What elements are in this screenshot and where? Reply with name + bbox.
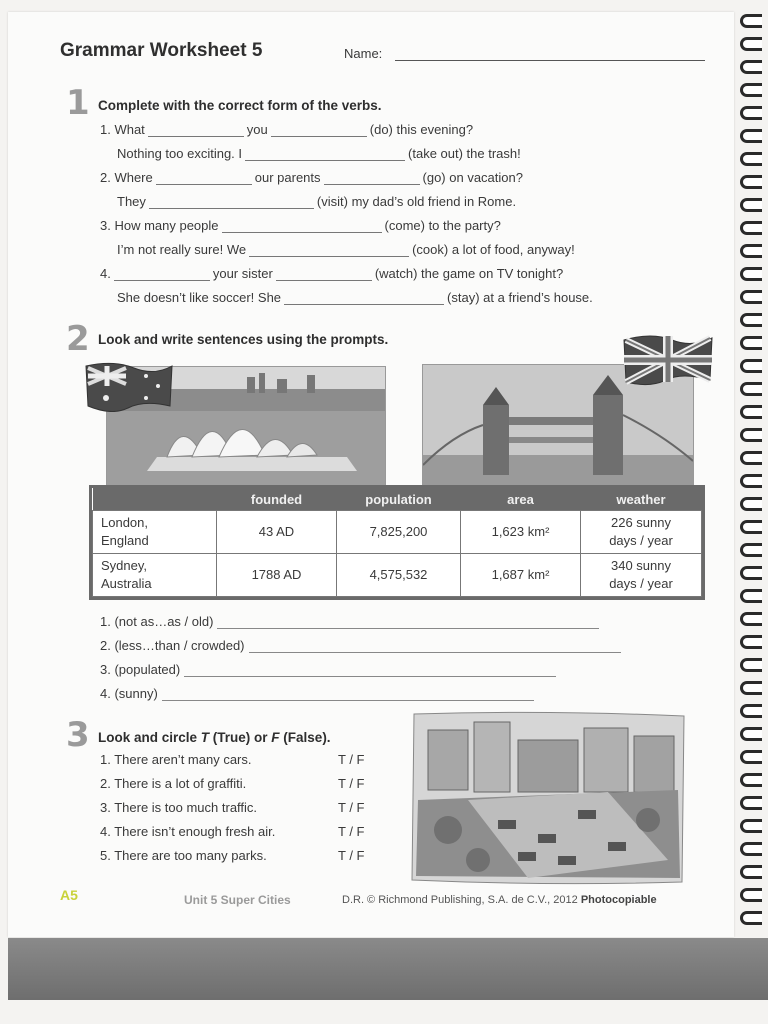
spiral-ring (740, 819, 762, 833)
spiral-ring (740, 681, 762, 695)
prompt-text: 3. (populated) (100, 662, 181, 677)
spiral-ring (740, 60, 762, 74)
table-cell: 1,623 km² (461, 511, 581, 554)
line-text: our parents (254, 170, 321, 185)
title-part: Look and circle (98, 730, 201, 745)
line-text: 4. (100, 266, 111, 281)
line-text: (go) on vacation? (422, 170, 523, 185)
exercise-line (117, 146, 521, 161)
city-illustration (408, 710, 688, 891)
table-header-cell: population (337, 488, 461, 511)
statement-item: 3. There is too much traffic. (100, 800, 258, 815)
spiral-ring (740, 428, 762, 442)
statement-item: 1. There aren’t many cars. (100, 752, 252, 767)
section-3-number: 3 (66, 715, 90, 755)
answer-blank[interactable] (284, 290, 444, 305)
prompt-text: 4. (sunny) (100, 686, 158, 701)
exercise-line (117, 242, 575, 257)
answer-blank[interactable] (114, 266, 210, 281)
spiral-ring (740, 474, 762, 488)
statement-item: 2. There is a lot of graffiti. (100, 776, 247, 791)
line-text: (cook) a lot of food, anyway! (412, 242, 575, 257)
table-header-cell: weather (581, 488, 702, 511)
answer-line[interactable] (217, 615, 599, 629)
page-edge-shadow (8, 938, 768, 1000)
title-part: T (200, 730, 210, 745)
answer-blank[interactable] (276, 266, 372, 281)
answer-blank[interactable] (148, 122, 244, 137)
line-text: (do) this evening? (369, 122, 474, 137)
spiral-ring (740, 612, 762, 626)
table-cell: 340 sunny days / year (581, 554, 702, 597)
prompt-line (100, 686, 534, 701)
spiral-ring (740, 382, 762, 396)
spiral-ring (740, 520, 762, 534)
worksheet-title: Grammar Worksheet 5 (60, 40, 263, 61)
spiral-ring (740, 865, 762, 879)
exercise-line (100, 122, 473, 137)
spiral-ring (740, 589, 762, 603)
true-false-option[interactable]: T / F (338, 752, 365, 767)
table-cell: 4,575,532 (337, 554, 461, 597)
spiral-ring (740, 359, 762, 373)
spiral-ring (740, 175, 762, 189)
spiral-ring (740, 267, 762, 281)
line-text: She doesn’t like soccer! She (117, 290, 282, 305)
spiral-ring (740, 566, 762, 580)
table-header-row (93, 488, 702, 511)
true-false-option[interactable]: T / F (338, 776, 365, 791)
copyright-line: D.R. © Richmond Publishing, S.A. de C.V., 2012 (342, 894, 581, 906)
answer-blank[interactable] (245, 146, 405, 161)
section-3-title (98, 730, 331, 745)
line-text: 1. What (100, 122, 145, 137)
table-cell: 7,825,200 (337, 511, 461, 554)
spiral-ring (740, 911, 762, 925)
australia-flag-icon (84, 360, 174, 417)
name-label: Name: (344, 46, 383, 61)
spiral-ring (740, 773, 762, 787)
spiral-ring (740, 658, 762, 672)
answer-blank[interactable] (222, 218, 382, 233)
line-text: (visit) my dad’s old friend in Rome. (316, 194, 517, 209)
spiral-ring (740, 796, 762, 810)
name-field[interactable] (395, 60, 705, 61)
spiral-ring (740, 198, 762, 212)
section-2-title: Look and write sentences using the prompts. (98, 332, 389, 347)
table-header-cell: area (461, 488, 581, 511)
spiral-ring (740, 635, 762, 649)
exercise-line (117, 194, 516, 209)
line-text: 2. Where (100, 170, 153, 185)
spiral-ring (740, 290, 762, 304)
answer-line[interactable] (162, 687, 534, 701)
line-text: 3. How many people (100, 218, 219, 233)
section-1-title: Complete with the correct form of the verbs. (98, 98, 382, 113)
section-2-number: 2 (66, 319, 90, 359)
table-cell: 226 sunny days / year (581, 511, 702, 554)
spiral-ring (740, 129, 762, 143)
spiral-ring (740, 336, 762, 350)
answer-blank[interactable] (149, 194, 314, 209)
exercise-line (100, 266, 563, 281)
statement-item: 4. There isn’t enough fresh air. (100, 824, 276, 839)
spiral-ring (740, 405, 762, 419)
section-1-number: 1 (66, 83, 90, 123)
line-text: you (246, 122, 268, 137)
copyright-text (342, 894, 657, 906)
city-facts-table (92, 488, 702, 597)
spiral-ring (740, 727, 762, 741)
table-row (93, 511, 702, 554)
spiral-ring (740, 704, 762, 718)
true-false-option[interactable]: T / F (338, 824, 365, 839)
spiral-ring (740, 37, 762, 51)
spiral-ring (740, 83, 762, 97)
table-header-cell: founded (217, 488, 337, 511)
page-code: A5 (60, 887, 78, 903)
spiral-ring (740, 244, 762, 258)
spiral-ring (740, 221, 762, 235)
spiral-ring (740, 451, 762, 465)
answer-line[interactable] (184, 663, 556, 677)
uk-flag-icon (622, 332, 714, 391)
prompt-text: 2. (less…than / crowded) (100, 638, 245, 653)
line-text: They (117, 194, 146, 209)
unit-label: Unit 5 Super Cities (184, 893, 291, 907)
spiral-binding (736, 14, 766, 934)
table-cell: Sydney, Australia (93, 554, 217, 597)
line-text: (stay) at a friend’s house. (447, 290, 593, 305)
prompt-line (100, 662, 556, 677)
spiral-ring (740, 313, 762, 327)
true-false-option[interactable]: T / F (338, 800, 365, 815)
table-header-cell (93, 488, 217, 511)
spiral-ring (740, 750, 762, 764)
answer-blank[interactable] (156, 170, 252, 185)
prompt-text: 1. (not as…as / old) (100, 614, 214, 629)
exercise-line (100, 218, 501, 233)
answer-blank[interactable] (249, 242, 409, 257)
answer-line[interactable] (249, 639, 621, 653)
prompt-line (100, 614, 599, 629)
spiral-ring (740, 888, 762, 902)
spiral-ring (740, 106, 762, 120)
line-text: (come) to the party? (384, 218, 501, 233)
spiral-ring (740, 543, 762, 557)
line-text: (watch) the game on TV tonight? (374, 266, 564, 281)
line-text: your sister (212, 266, 273, 281)
spiral-ring (740, 842, 762, 856)
line-text: Nothing too exciting. I (117, 146, 243, 161)
exercise-line (117, 290, 593, 305)
table-cell: 1,687 km² (461, 554, 581, 597)
spiral-ring (740, 497, 762, 511)
exercise-line (100, 170, 523, 185)
statement-item: 5. There are too many parks. (100, 848, 267, 863)
true-false-option[interactable]: T / F (338, 848, 365, 863)
table-row (93, 554, 702, 597)
line-text: I’m not really sure! We (117, 242, 247, 257)
table-cell: 43 AD (217, 511, 337, 554)
table-cell: London, England (93, 511, 217, 554)
table-cell: 1788 AD (217, 554, 337, 597)
answer-blank[interactable] (324, 170, 420, 185)
title-part: F (271, 730, 280, 745)
answer-blank[interactable] (271, 122, 367, 137)
line-text: (take out) the trash! (408, 146, 521, 161)
title-part: (True) or (209, 730, 272, 745)
prompt-line (100, 638, 621, 653)
spiral-ring (740, 14, 762, 28)
spiral-ring (740, 152, 762, 166)
title-part: (False). (279, 730, 331, 745)
photocopiable-label: Photocopiable (580, 894, 657, 906)
